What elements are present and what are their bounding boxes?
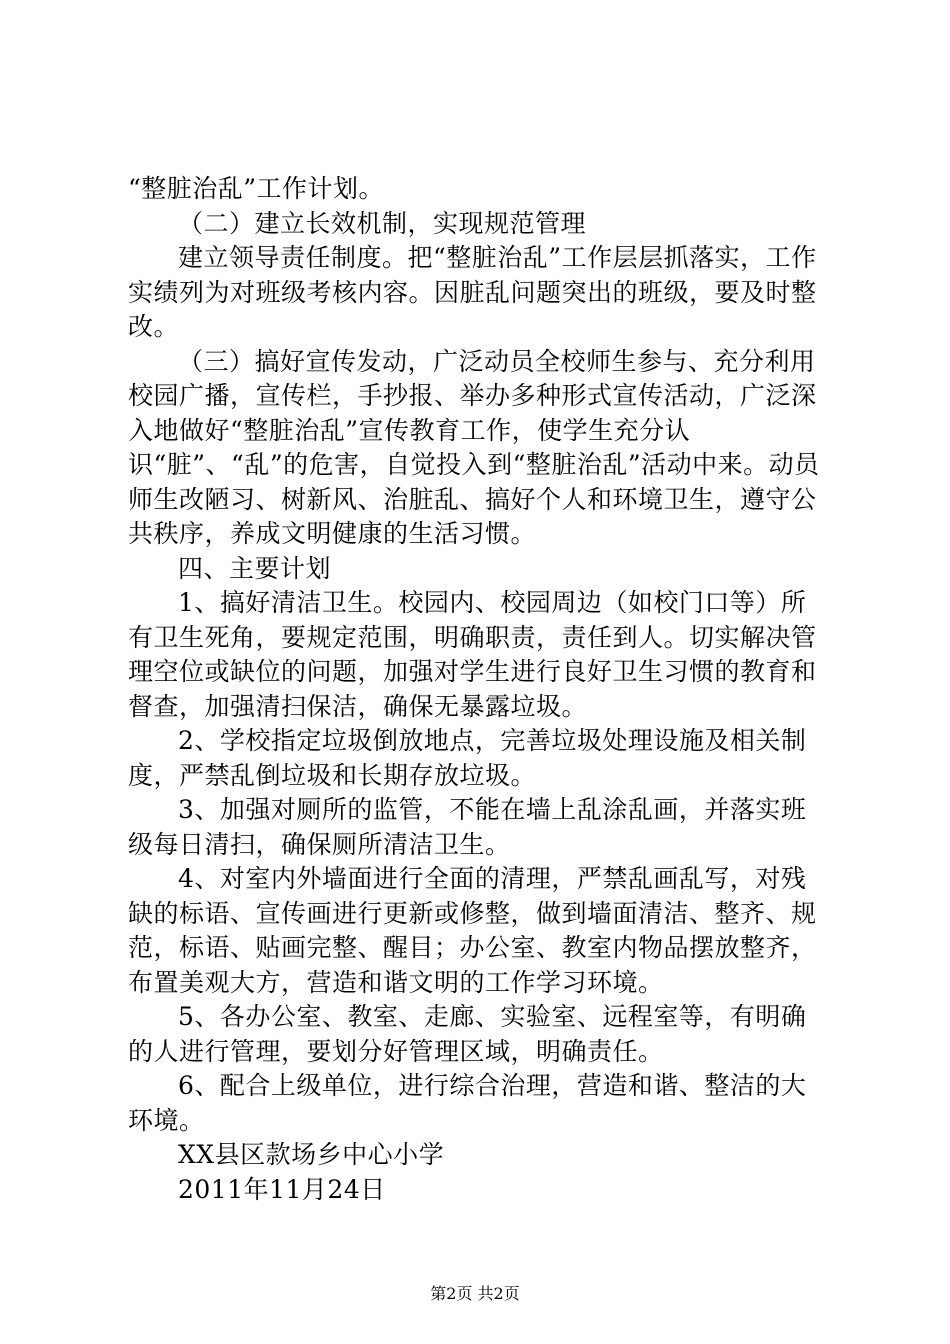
paragraph-plan-title-continuation: “整脏治乱”工作计划。 [128, 174, 385, 203]
signature-organization: XX县区款场乡中心小学 [178, 1140, 445, 1169]
paragraph-responsibility-system: 建立领导责任制度。把“整脏治乱”工作层层抓落实，工作实绩列为对班级考核内容。因脏乱问题突出的班级，要及时整改。 [128, 243, 817, 341]
plan-item-3: 3、加强对厕所的监管，不能在墙上乱涂乱画，并落实班级每日清扫，确保厕所清洁卫生。 [128, 795, 807, 859]
plan-item-6: 6、配合上级单位，进行综合治理，营造和谐、整洁的大环境。 [128, 1071, 807, 1135]
section-3-publicity: （三）搞好宣传发动，广泛动员全校师生参与、充分利用校园广播，宣传栏，手抄报、举办多种形式宣传活动，广泛深入地做好“整脏治乱”宣传教育工作，使学生充分认识“脏”、“乱”的危害，自觉投入到“整脏治乱”活动中来。动员师生改陋习、树新风、治脏乱、搞好个人和环境卫生，遵守公共秩序，养成文明健康的生活习惯。 [128, 346, 820, 548]
signature-date: 2011年11月24日 [178, 1174, 386, 1204]
plan-item-1: 1、搞好清洁卫生。校园内、校园周边（如校门口等）所有卫生死角，要规定范围，明确职责，责任到人。切实解决管理空位或缺位的问题，加强对学生进行良好卫生习惯的教育和督查，加强清扫保洁，确保无暴露垃圾。 [128, 588, 817, 721]
plan-item-5: 5、各办公室、教室、走廊、实验室、远程室等，有明确的人进行管理，要划分好管理区域，明确责任。 [128, 1002, 807, 1066]
plan-item-2: 2、学校指定垃圾倒放地点，完善垃圾处理设施及相关制度，严禁乱倒垃圾和长期存放垃圾。 [128, 726, 807, 790]
page-footer: 第2页 共2页 [430, 1284, 520, 1303]
plan-item-4: 4、对室内外墙面进行全面的清理，严禁乱画乱写，对残缺的标语、宣传画进行更新或修整，做到墙面清洁、整齐、规范，标语、贴画完整、醒目；办公室、教室内物品摆放整齐，布置美观大方，营造和谐文明的工作学习环境。 [128, 864, 817, 997]
section-heading-4: 四、主要计划 [178, 553, 332, 583]
section-heading-2: （二）建立长效机制，实现规范管理 [178, 208, 587, 238]
document-body [128, 172, 828, 1207]
